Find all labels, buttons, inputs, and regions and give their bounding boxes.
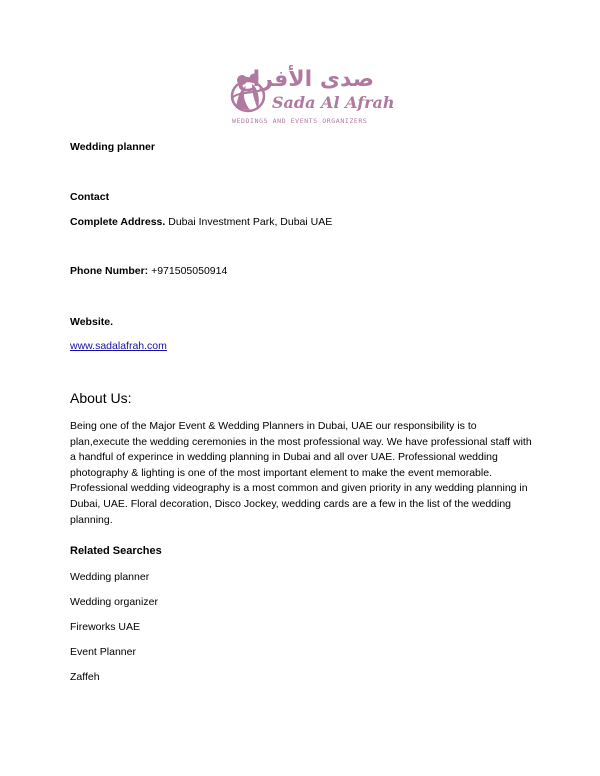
about-heading: About Us: bbox=[70, 390, 132, 406]
address-label: Complete Address. bbox=[70, 216, 166, 228]
about-paragraph: Being one of the Major Event & Wedding Planners in Dubai, UAE our responsibility is to plan,execute the wedding ceremonies in the most professional way. We have professional staff with a handful of experince in wedding planning in Dubai and all over UAE. Professional wedding photography & lighting is one of the most important element to make the event memorable. Professional wedding videography is a most common and given priority in any wedding planning in Dubai, UAE. Floral decoration, Disco Jockey, wedding cards are a few in the list of the wedding planning. bbox=[70, 420, 532, 526]
phone-line bbox=[70, 264, 227, 278]
website-line bbox=[70, 339, 167, 353]
related-item: Zaffeh bbox=[70, 671, 100, 683]
sada-al-afrah-logo bbox=[228, 66, 395, 128]
logo-tagline: WEDDINGS AND EVENTS ORGANIZERS bbox=[232, 117, 368, 125]
contact-heading: Contact bbox=[70, 191, 110, 203]
related-item: Event Planner bbox=[70, 646, 136, 658]
related-searches-heading: Related Searches bbox=[70, 545, 162, 557]
logo-latin-text: Sada Al Afrah bbox=[272, 93, 395, 112]
related-item: Fireworks UAE bbox=[70, 621, 141, 633]
website-label: Website. bbox=[70, 316, 113, 328]
logo-arabic-text: صدى الأفراح bbox=[236, 67, 374, 92]
phone-label: Phone Number: bbox=[70, 265, 149, 277]
phone-value: +971505050914 bbox=[148, 265, 228, 277]
page-title: Wedding planner bbox=[70, 141, 155, 153]
address-value: Dubai Investment Park, Dubai UAE bbox=[165, 216, 333, 228]
website-link[interactable]: www.sadalafrah.com bbox=[70, 340, 167, 352]
related-item: Wedding planner bbox=[70, 571, 150, 583]
address-line bbox=[70, 215, 332, 229]
related-item: Wedding organizer bbox=[70, 596, 158, 608]
